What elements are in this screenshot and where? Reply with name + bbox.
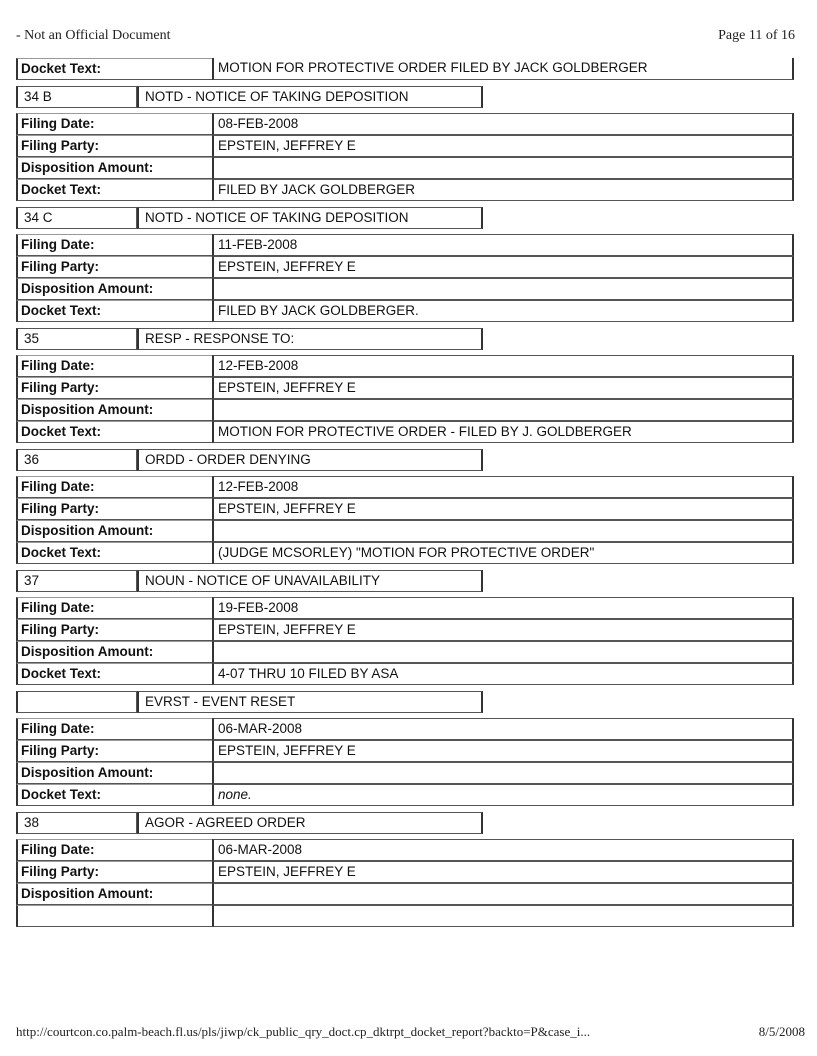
docket-entry-header [16, 328, 798, 350]
docket-entry-header [16, 449, 798, 471]
field-row-docket-text [16, 784, 798, 806]
entry-event-code: NOUN - NOTICE OF UNAVAILABILITY [137, 570, 483, 592]
docket-entry-header [16, 812, 798, 834]
entry-event-code: ORDD - ORDER DENYING [137, 449, 483, 471]
page-footer [16, 1024, 805, 1040]
field-label: Docket Text: [16, 542, 212, 564]
field-value [212, 399, 794, 421]
field-value [212, 905, 794, 927]
field-label: Filing Date: [16, 476, 212, 498]
field-value: EPSTEIN, JEFFREY E [212, 377, 794, 399]
footer-date: 8/5/2008 [758, 1024, 805, 1039]
field-value: EPSTEIN, JEFFREY E [212, 135, 794, 157]
field-label: Docket Text: [16, 179, 212, 201]
field-value: EPSTEIN, JEFFREY E [212, 619, 794, 641]
field-label: Filing Date: [16, 234, 212, 256]
field-row-docket-text [16, 421, 798, 443]
field-row-disposition-amount [16, 520, 798, 542]
field-value: 12-FEB-2008 [212, 476, 794, 498]
footer-url: http://courtcon.co.palm-beach.fl.us/pls/jiwp/ck_public_qry_doct.cp_dktrpt_docket_report?backto=P&case_i... [16, 1024, 591, 1039]
field-label: Docket Text: [16, 421, 212, 443]
field-label: Filing Party: [16, 861, 212, 883]
field-value [212, 762, 794, 784]
field-row-docket-text [16, 179, 798, 201]
field-value: MOTION FOR PROTECTIVE ORDER FILED BY JACK GOLDBERGER [212, 58, 794, 80]
field-row-filing-date [16, 234, 798, 256]
field-label: Filing Date: [16, 597, 212, 619]
field-row-filing-date [16, 718, 798, 740]
field-row-filing-party [16, 740, 798, 762]
field-value: EPSTEIN, JEFFREY E [212, 861, 794, 883]
field-label: Disposition Amount: [16, 157, 212, 179]
field-row-filing-party [16, 135, 798, 157]
field-row-disposition-amount [16, 883, 798, 905]
entry-number: 34 B [16, 86, 137, 108]
entry-number: 34 C [16, 207, 137, 229]
field-value: 12-FEB-2008 [212, 355, 794, 377]
field-label: Filing Date: [16, 355, 212, 377]
docket-entry-header [16, 207, 798, 229]
field-value: 08-FEB-2008 [212, 113, 794, 135]
field-label: Filing Date: [16, 718, 212, 740]
entry-number: 38 [16, 812, 137, 834]
entry-number [16, 691, 137, 713]
entry-event-code: RESP - RESPONSE TO: [137, 328, 483, 350]
field-row-filing-date [16, 476, 798, 498]
field-value: MOTION FOR PROTECTIVE ORDER - FILED BY J. GOLDBERGER [212, 421, 794, 443]
field-label: Disposition Amount: [16, 641, 212, 663]
field-label: Docket Text: [16, 300, 212, 322]
field-label: Docket Text: [16, 784, 212, 806]
field-row-disposition-amount [16, 278, 798, 300]
field-label: Filing Date: [16, 839, 212, 861]
field-row-filing-party [16, 619, 798, 641]
entry-event-code: NOTD - NOTICE OF TAKING DEPOSITION [137, 86, 483, 108]
field-value: (JUDGE MCSORLEY) "MOTION FOR PROTECTIVE ORDER" [212, 542, 794, 564]
field-value: 06-MAR-2008 [212, 718, 794, 740]
field-value: FILED BY JACK GOLDBERGER. [212, 300, 794, 322]
field-row-docket-text [16, 58, 798, 80]
entry-event-code: EVRST - EVENT RESET [137, 691, 483, 713]
entry-number: 35 [16, 328, 137, 350]
field-row-filing-party [16, 498, 798, 520]
field-row-disposition-amount [16, 641, 798, 663]
field-row-disposition-amount [16, 157, 798, 179]
field-row-docket-text [16, 300, 798, 322]
page-number: Page 11 of 16 [718, 28, 795, 43]
entry-event-code: AGOR - AGREED ORDER [137, 812, 483, 834]
field-label: Disposition Amount: [16, 520, 212, 542]
field-label: Filing Party: [16, 619, 212, 641]
field-label [16, 905, 212, 927]
field-value [212, 641, 794, 663]
field-value: EPSTEIN, JEFFREY E [212, 498, 794, 520]
entry-number: 36 [16, 449, 137, 471]
field-value [212, 278, 794, 300]
field-value: FILED BY JACK GOLDBERGER [212, 179, 794, 201]
field-row-filing-party [16, 256, 798, 278]
field-label: Filing Date: [16, 113, 212, 135]
field-row-docket-text [16, 663, 798, 685]
field-label: Disposition Amount: [16, 762, 212, 784]
field-value [212, 883, 794, 905]
field-value [212, 520, 794, 542]
header-disclaimer: - Not an Official Document [16, 28, 171, 43]
field-value: 19-FEB-2008 [212, 597, 794, 619]
field-value: none. [212, 784, 794, 806]
field-label: Filing Party: [16, 498, 212, 520]
docket-entry-header [16, 86, 798, 108]
field-row-disposition-amount [16, 762, 798, 784]
field-label: Disposition Amount: [16, 278, 212, 300]
field-label: Filing Party: [16, 135, 212, 157]
entry-number: 37 [16, 570, 137, 592]
field-row-filing-party [16, 377, 798, 399]
field-label: Disposition Amount: [16, 883, 212, 905]
field-value: EPSTEIN, JEFFREY E [212, 740, 794, 762]
docket-entry-header [16, 691, 798, 713]
field-value [212, 157, 794, 179]
field-row-filing-date [16, 839, 798, 861]
entry-event-code: NOTD - NOTICE OF TAKING DEPOSITION [137, 207, 483, 229]
field-label: Docket Text: [16, 58, 212, 80]
field-row-filing-date [16, 113, 798, 135]
field-row-filing-date [16, 355, 798, 377]
field-row-disposition-amount [16, 399, 798, 421]
field-label: Filing Party: [16, 377, 212, 399]
field-row-filing-party [16, 861, 798, 883]
field-value: 06-MAR-2008 [212, 839, 794, 861]
field-label: Filing Party: [16, 740, 212, 762]
field-row-docket-text [16, 542, 798, 564]
field-value: 4-07 THRU 10 FILED BY ASA [212, 663, 794, 685]
docket-entry-header [16, 570, 798, 592]
field-value: EPSTEIN, JEFFREY E [212, 256, 794, 278]
field-value: 11-FEB-2008 [212, 234, 794, 256]
field-label: Disposition Amount: [16, 399, 212, 421]
field-row-filing-date [16, 597, 798, 619]
field-label: Filing Party: [16, 256, 212, 278]
field-row-blank [16, 905, 798, 927]
field-label: Docket Text: [16, 663, 212, 685]
